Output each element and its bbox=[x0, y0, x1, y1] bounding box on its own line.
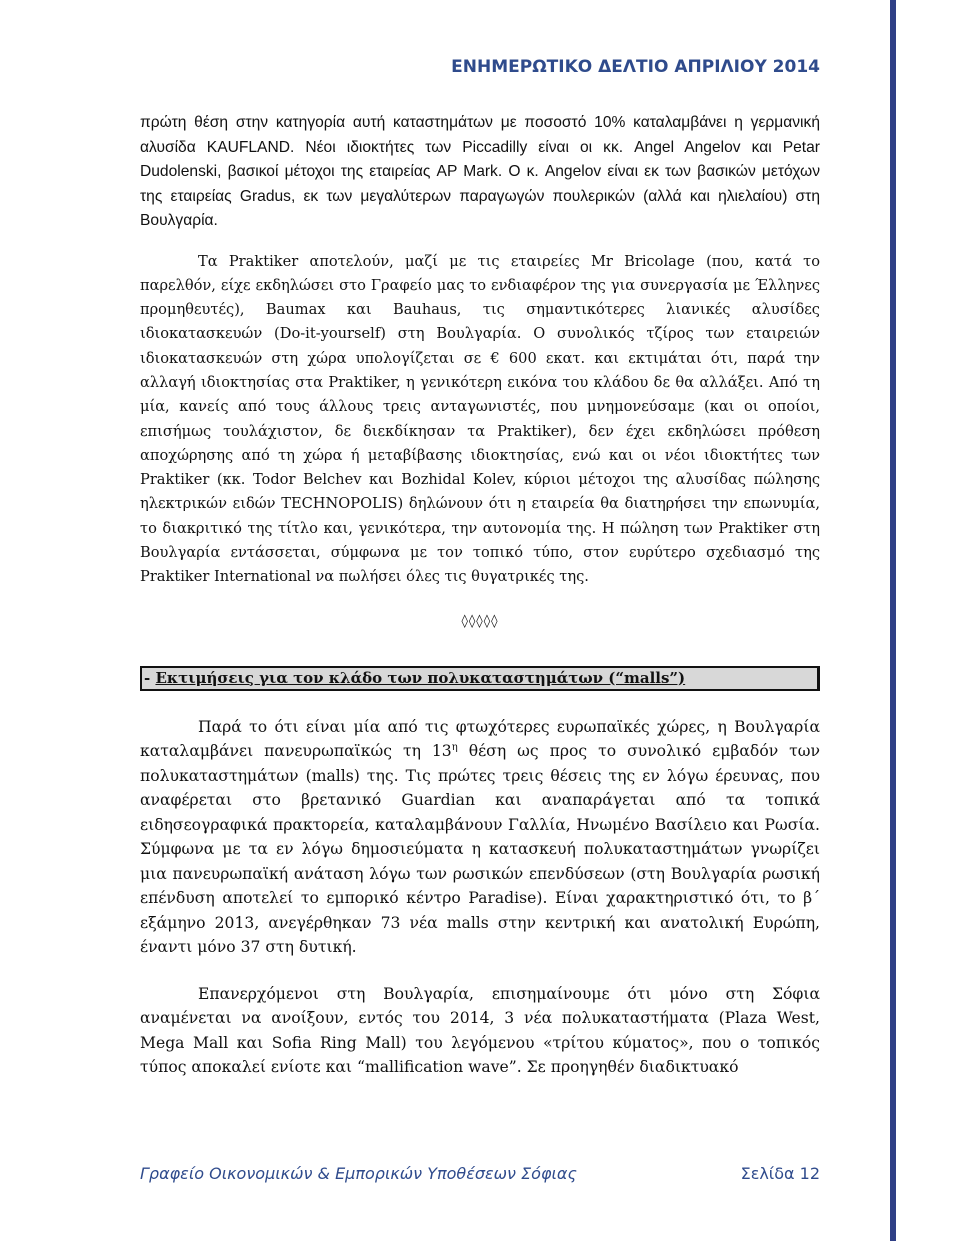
paragraph-malls-ranking bbox=[140, 715, 820, 960]
paragraph-sofia-malls: Επανερχόμενοι στη Βουλγαρία, επισημαίνουμε ότι μόνο στη Σόφια αναμένεται να ανοίξουν, εντός του 2014, 3 νέα πολυκαταστήματα (Plaza West, Mega Mall και Sofia Ring Mall) του λεγόμενου «τρίτου κύματος», που ο τοπικός τύπος αποκαλεί ενίοτε και “mallification wave”. Σε προηγηθέν διαδικτυακό bbox=[140, 984, 820, 1077]
section-heading: Εκτιμήσεις για τον κλάδο των πολυκαταστημάτων (“malls”) bbox=[155, 668, 686, 687]
footer-office-name: Γραφείο Οικονομικών & Εμπορικών Υποθέσεων Σόφιας bbox=[140, 1164, 577, 1183]
section-separator: ◊◊◊◊◊ bbox=[461, 613, 499, 629]
paragraph-malls-ranking-start: Παρά το ότι είναι μία από τις φτωχότερες ευρωπαϊκές χώρες, η Βουλγαρία καταλαμβάνει πανευρωπαϊκώς τη 13 bbox=[140, 717, 820, 761]
page-header-title: ΕΝΗΜΕΡΩΤΙΚΟ ΔΕΛΤΙΟ ΑΠΡΙΛΙΟΥ 2014 bbox=[451, 57, 820, 77]
ordinal-superscript: η bbox=[451, 741, 458, 753]
paragraph-malls-ranking-rest: θέση ως προς το συνολικό εμβαδόν των πολυκαταστημάτων (malls) της. Τις πρώτες τρεις θέσεις της εν λόγω έρευνας, που αναφέρεται στο βρετανικό Guardian και αναπαράγεται από τα τοπικά ειδησεογραφικά πρακτορεία, καταλαμβάνουν Γαλλία, Ηνωμένο Βασίλειο και Ρωσία. Σύμφωνα με τα εν λόγω δημοσιεύματα η κατασκευή πολυκαταστημάτων γνωρίζει μια πανευρωπαϊκή ανάταση λόγω των ρωσικών επενδύσεων (στη Βουλγαρία ρωσική επένδυση αποτελεί το εμπορικό κέντρο Paradise). Είναι χαρακτηριστικό ότι, το β΄ εξάμηνο 2013, ανεγέρθηκαν 73 νέα malls στην κεντρική και ανατολική Ευρώπη, έναντι μόνο 37 στη δυτική. bbox=[140, 742, 820, 957]
footer-page-number: Σελίδα 12 bbox=[740, 1164, 820, 1183]
body-column bbox=[140, 111, 820, 1080]
paragraph-praktiker: Τα Praktiker αποτελούν, μαζί με τις εταιρείες Mr Bricolage (που, κατά το παρελθόν, είχε εκδηλώσει στο Γραφείο μας το ενδιαφέρον της για συνεργασία με Έλληνες προμηθευτές), Baumax και Bauhaus, τις σημαντικότερες λιανικές αλυσίδες ιδιοκατασκευών (Do-it-yourself) στη Βουλγαρία. Ο συνολικός τζίρος των εταιρειών ιδιοκατασκευών στη χώρα υπολογίζεται σε € 600 εκατ. και εκτιμάται ότι, παρά την αλλαγή ιδιοκτησίας στα Praktiker, η γενικότερη εικόνα του κλάδου δε θα αλλάξει. Από τη μία, κανείς από τους άλλους τρεις ανταγωνιστές, που μνημονεύσαμε (και οι οποίοι, επισήμως τουλάχιστον, δε διεκδίκησαν τα Praktiker), δεν έχει εκδηλώσει πρόθεση αποχώρησης από τη χώρα ή μεταβίβασης ιδιοκτησίας, ενώ και οι νέοι ιδιοκτήτες των Praktiker (κκ. Todor Belchev και Bozhidal Kolev, κύριοι μέτοχοι της αλυσίδας πώλησης ηλεκτρικών ειδών TECHNOPOLIS) δηλώνουν ότι η εταιρεία θα διατηρήσει την επωνυμία, το διακριτικό της τίτλο και, γενικότερα, την αυτονομία της. Η πώληση των Praktiker στη Βουλγαρία εντάσσεται, σύμφωνα με τον τοπικό τύπο, στον ευρύτερο σχεδιασμό της Praktiker International να πωλήσει όλες τις θυγατρικές της. bbox=[140, 252, 820, 586]
paragraph-kaufland-owners: πρώτη θέση στην κατηγορία αυτή καταστημάτων με ποσοστό 10% καταλαμβάνει η γερμανική αλυσίδα KAUFLAND. Νέοι ιδιοκτήτες των Piccadilly είναι οι κκ. Angel Angelov και Petar Dudolenski, βασικοί μέτοχοι της εταιρείας AP Mark. Ο κ. Angelov είναι εκ των βασικών μετόχων της εταιρείας Gradus, εκ των μεγαλύτερων παραγωγών πουλερικών (αλλά και ηλιελαίου) στη Βουλγαρία. bbox=[140, 114, 820, 229]
section-heading-dash: - bbox=[144, 668, 156, 687]
right-margin-rule bbox=[890, 0, 896, 1241]
section-heading-bar bbox=[140, 666, 820, 691]
